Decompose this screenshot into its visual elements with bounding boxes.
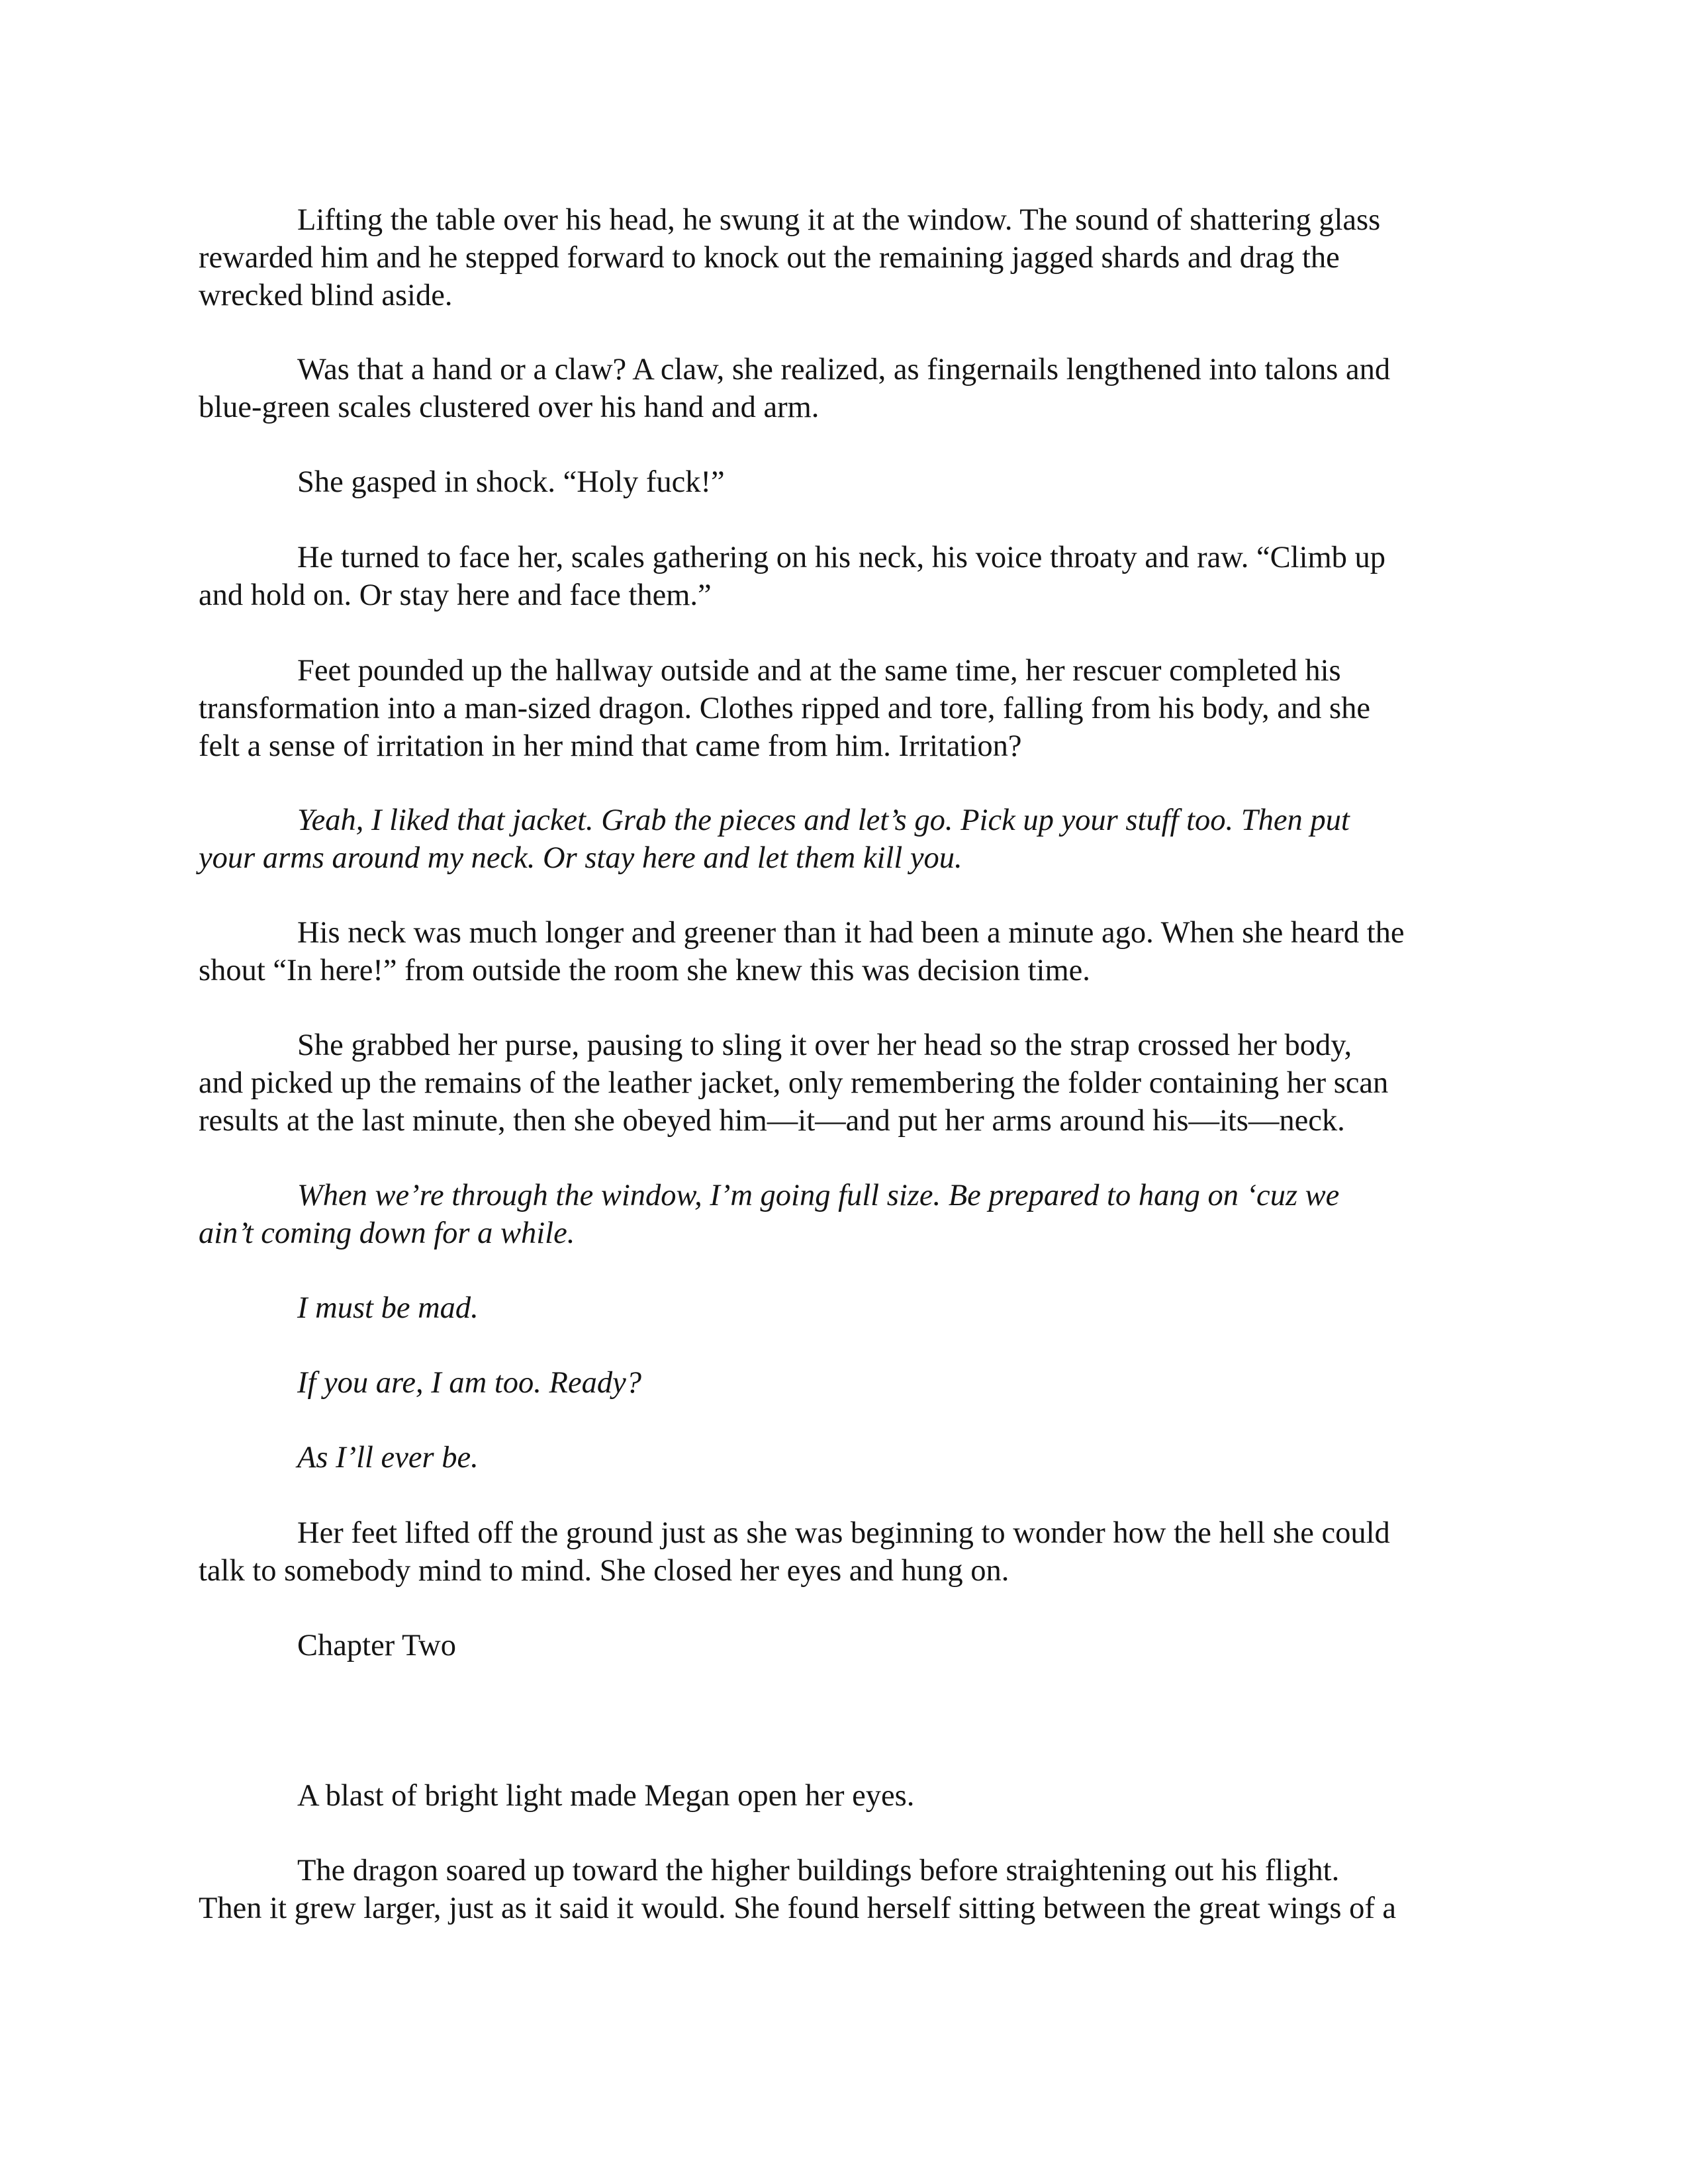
paragraph-line: shout “In here!” from outside the room she knew this was decision time. bbox=[199, 954, 1090, 987]
paragraph-dragon-soared bbox=[199, 1852, 1496, 1927]
paragraph-thought-full-size bbox=[199, 1177, 1496, 1252]
paragraph-line: talk to somebody mind to mind. She closed her eyes and hung on. bbox=[199, 1554, 1009, 1588]
paragraph-hand-or-claw bbox=[199, 351, 1496, 426]
paragraph-line: If you are, I am too. Ready? bbox=[297, 1366, 641, 1400]
paragraph-climb-up bbox=[199, 539, 1496, 614]
paragraph-line: Feet pounded up the hallway outside and at the same time, her rescuer completed his bbox=[297, 654, 1341, 688]
paragraph-line: As I’ll ever be. bbox=[297, 1441, 479, 1475]
paragraph-gasped bbox=[199, 463, 1496, 501]
paragraph-thought-ready bbox=[199, 1364, 1496, 1402]
paragraph-thought-ever-be bbox=[199, 1439, 1496, 1477]
paragraph-line: The dragon soared up toward the higher buildings before straightening out his flight. bbox=[297, 1854, 1340, 1888]
paragraph-line: I must be mad. bbox=[297, 1291, 479, 1325]
paragraph-line: and hold on. Or stay here and face them.” bbox=[199, 578, 712, 612]
chapter-heading bbox=[199, 1627, 1496, 1664]
paragraph-line: blue-green scales clustered over his hand and arm. bbox=[199, 390, 820, 424]
paragraph-line: Then it grew larger, just as it said it would. She found herself sitting between the great wings of a bbox=[199, 1891, 1397, 1925]
paragraph-thought-mad bbox=[199, 1289, 1496, 1327]
paragraph-thought-jacket bbox=[199, 801, 1496, 877]
paragraph-line: rewarded him and he stepped forward to knock out the remaining jagged shards and drag the bbox=[199, 241, 1340, 275]
paragraph-line: wrecked blind aside. bbox=[199, 279, 453, 312]
paragraph-line: When we’re through the window, I’m going full size. Be prepared to hang on ‘cuz we bbox=[297, 1179, 1340, 1212]
chapter-title: Chapter Two bbox=[297, 1629, 456, 1662]
paragraph-decision-time bbox=[199, 914, 1496, 989]
paragraph-line: She gasped in shock. “Holy fuck!” bbox=[297, 465, 725, 499]
paragraph-transformation bbox=[199, 652, 1496, 765]
paragraph-line: Yeah, I liked that jacket. Grab the pieces and let’s go. Pick up your stuff too. Then put bbox=[297, 803, 1350, 837]
paragraph-line: A blast of bright light made Megan open her eyes. bbox=[297, 1779, 915, 1813]
paragraph-blast-of-light bbox=[199, 1777, 1496, 1815]
paragraph-line: He turned to face her, scales gathering on his neck, his voice throaty and raw. “Climb up bbox=[297, 541, 1386, 574]
paragraph-line: results at the last minute, then she obeyed him—it—and put her arms around his—its—neck. bbox=[199, 1104, 1345, 1138]
paragraph-line: your arms around my neck. Or stay here and let them kill you. bbox=[199, 841, 962, 875]
paragraph-line: and picked up the remains of the leather jacket, only remembering the folder containing her scan bbox=[199, 1066, 1389, 1100]
paragraph-line: She grabbed her purse, pausing to sling it over her head so the strap crossed her body, bbox=[297, 1028, 1352, 1062]
paragraph-line: Her feet lifted off the ground just as she was beginning to wonder how the hell she could bbox=[297, 1516, 1390, 1550]
paragraph-line: Was that a hand or a claw? A claw, she realized, as fingernails lengthened into talons and bbox=[297, 353, 1391, 387]
paragraph-table-window bbox=[199, 201, 1496, 314]
paragraph-grabbed-purse bbox=[199, 1026, 1496, 1140]
paragraph-feet-lifted bbox=[199, 1514, 1496, 1590]
paragraph-line: transformation into a man-sized dragon. Clothes ripped and tore, falling from his body, and she bbox=[199, 692, 1371, 725]
paragraph-line: felt a sense of irritation in her mind that came from him. Irritation? bbox=[199, 729, 1022, 763]
paragraph-line: His neck was much longer and greener than it had been a minute ago. When she heard the bbox=[297, 916, 1405, 950]
paragraph-line: ain’t coming down for a while. bbox=[199, 1216, 575, 1250]
paragraph-line: Lifting the table over his head, he swung it at the window. The sound of shattering glass bbox=[297, 203, 1381, 237]
